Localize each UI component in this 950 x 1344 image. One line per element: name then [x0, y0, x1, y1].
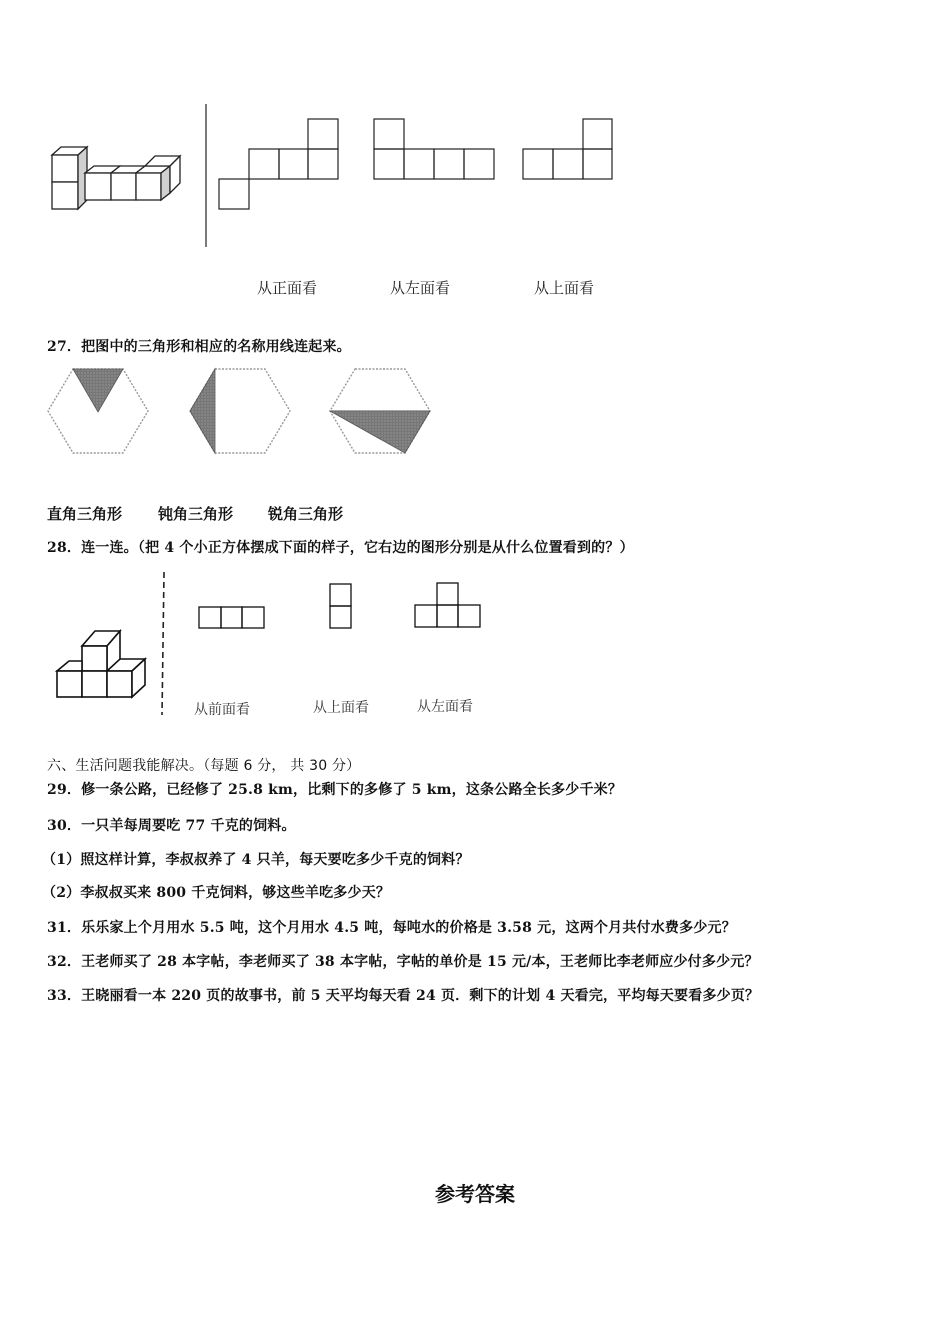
question-30-part-1: （1）照这样计算，李叔叔养了 4 只羊，每天要吃多少千克的饲料？ [42, 852, 470, 868]
view-label-top: 从上面看 [534, 279, 595, 297]
q28-label-left: 从左面看 [417, 699, 473, 715]
triangle-name-acute: 锐角三角形 [268, 505, 344, 523]
question-30: 30．一只羊每周要吃 77 千克的饲料。 [47, 818, 296, 834]
question-29: 29．修一条公路，已经修了 25.8 km，比剩下的多修了 5 km，这条公路全长多少千米？ [47, 782, 623, 798]
question-31: 31．乐乐家上个月用水 5.5 吨，这个月用水 4.5 吨，每吨水的价格是 3.58 元，这两个月共付水费多少元？ [47, 920, 736, 936]
view-label-left: 从左面看 [390, 279, 451, 297]
answer-section-title: 参考答案 [435, 1182, 515, 1206]
q27-hexagon-figures [0, 360, 450, 470]
q28-label-top: 从上面看 [313, 700, 369, 716]
q26-cube-figure [0, 0, 950, 330]
section-6-heading: 六、生活问题我能解决。（每题 6 分， 共 30 分） [47, 758, 361, 774]
question-28: 28．连一连。（把 4 个小正方体摆成下面的样子，它右边的图形分别是从什么位置看到的？） [47, 540, 634, 556]
triangle-name-obtuse: 钝角三角形 [158, 505, 234, 523]
triangle-name-right: 直角三角形 [47, 505, 123, 523]
q28-label-front: 从前面看 [194, 702, 250, 718]
question-30-part-2: （2）李叔叔买来 800 千克饲料，够这些羊吃多少天？ [42, 885, 391, 901]
question-32: 32．王老师买了 28 本字帖，李老师买了 38 本字帖，字帖的单价是 15 元/本，王老师比李老师应少付多少元？ [47, 954, 759, 970]
view-label-front: 从正面看 [257, 279, 318, 297]
question-33: 33．王晓丽看一本 220 页的故事书，前 5 天平均每天看 24 页．剩下的计划 4 天看完，平均每天要看多少页？ [47, 988, 760, 1004]
question-27: 27．把图中的三角形和相应的名称用线连起来。 [47, 339, 351, 355]
